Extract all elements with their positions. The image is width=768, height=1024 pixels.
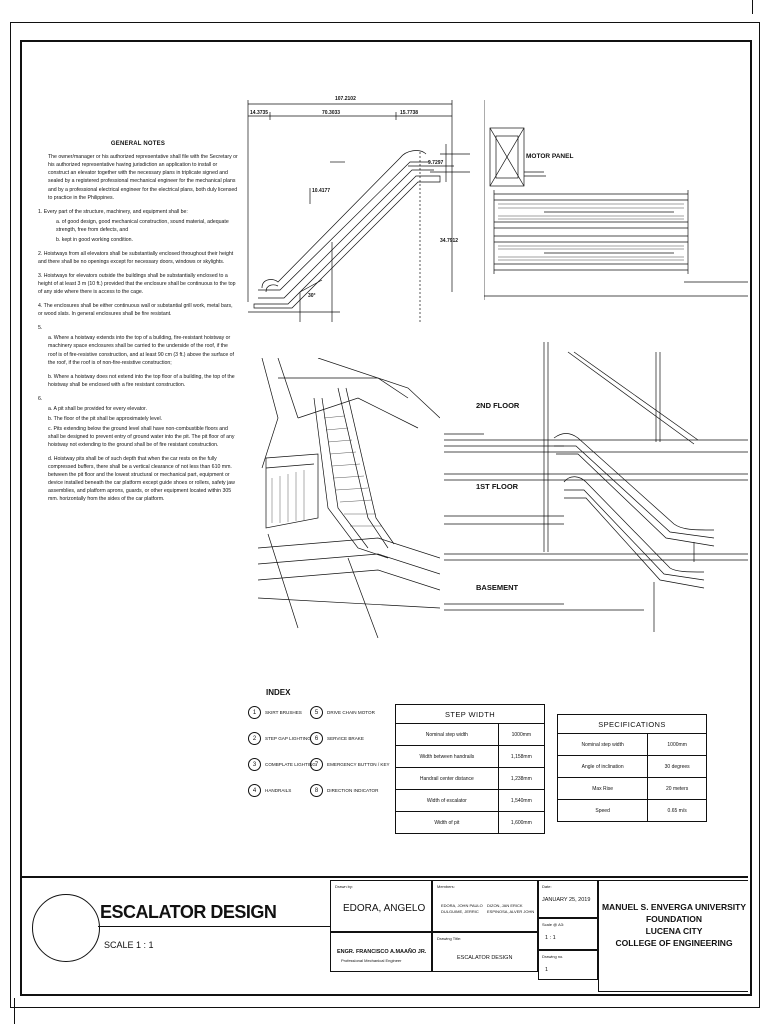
drawing-title-cell <box>432 932 538 972</box>
row-label: Speed <box>558 800 648 822</box>
drawing-title-label: Drawing Title: <box>437 936 462 941</box>
floor-1-label: 1ST FLOOR <box>476 482 519 491</box>
index-number: 7 <box>310 758 323 771</box>
row-label: Nominal step width <box>558 734 648 756</box>
table-row <box>396 768 545 790</box>
row-label: Nominal step width <box>396 724 499 746</box>
dim-h1: 10.4177 <box>312 188 331 194</box>
row-label: Width between handrails <box>396 746 499 768</box>
row-value: 1,540mm <box>498 790 544 812</box>
row-value: 0.65 m/s <box>648 800 707 822</box>
row-value: 20 meters <box>648 778 707 800</box>
table-row <box>558 800 707 822</box>
basement-label: BASEMENT <box>476 583 519 592</box>
index-number: 6 <box>310 732 323 745</box>
note-4: 4. The enclosures shall be either continuous wall or substantial grill work, metal bars, or wood slats. In general enclosures shall be fire resistant. <box>38 303 233 318</box>
floor-2-label: 2ND FLOOR <box>476 401 520 410</box>
index-label: STEP GAP LIGHTING <box>265 736 311 741</box>
members-label: Members: <box>437 884 455 889</box>
angle-label: 30° <box>308 293 316 299</box>
drawing-no-label: Drawing no. <box>542 954 564 959</box>
row-value: 1000mm <box>648 734 707 756</box>
scale-text: SCALE 1 : 1 <box>104 940 154 950</box>
notes-title: GENERAL NOTES <box>110 141 166 147</box>
index-item <box>310 784 378 797</box>
scale-cell <box>538 918 598 950</box>
engineer-role: Professional Mechanical Engineer <box>341 958 402 963</box>
member-name: EDORA, JOHN PAULO <box>441 903 483 908</box>
table-row <box>558 778 707 800</box>
institution-block <box>599 901 749 949</box>
dim-total: 107.2102 <box>335 96 356 102</box>
escalator-isometric-drawing <box>258 358 440 638</box>
row-value: 30 degrees <box>648 756 707 778</box>
table-row <box>558 734 707 756</box>
dim-left: 14.3735 <box>250 110 269 116</box>
drawing-no-cell <box>538 950 598 980</box>
title-divider <box>98 926 330 927</box>
institution-line: LUCENA CITY <box>645 926 703 936</box>
note-6: 6. <box>38 395 43 402</box>
index-title: INDEX <box>266 688 291 697</box>
row-label: Width of pit <box>396 812 499 834</box>
dim-right: 15.7738 <box>400 110 419 116</box>
specifications-title: SPECIFICATIONS <box>558 715 707 734</box>
general-notes <box>38 140 238 510</box>
index-label: DRIVE CHAIN MOTOR <box>327 710 375 715</box>
note-1: 1. Every part of the structure, machinery, and equipment shall be: <box>38 208 188 215</box>
index-item <box>248 758 316 771</box>
index-label: SERVICE BRAKE <box>327 736 364 741</box>
index-item <box>310 706 375 719</box>
escalator-section-drawing <box>444 342 748 632</box>
row-value: 1,158mm <box>498 746 544 768</box>
motor-panel-label: MOTOR PANEL <box>526 153 574 160</box>
drawing-main-title: ESCALATOR DESIGN <box>100 902 277 922</box>
step-width-table <box>395 704 545 834</box>
table-row <box>558 756 707 778</box>
index-label: COMBPLATE LIGHTING <box>265 762 316 767</box>
member-name: ESPINOSA, ALVER JOHN <box>487 909 535 914</box>
note-5: 5. <box>38 325 43 332</box>
date-cell <box>538 880 598 918</box>
notes-intro: The owner/manager or his authorized representative shall file with the Secretary or his authorized representative having jurisdiction an application to install or construct an elevator together with the necessary plans in triplicate signed and sealed by a registered professional mechanical engineer for the mechanical plans and by a professional electrical engineer for the electrical plans, both duly licensed to practice in the Philippines. <box>48 154 238 201</box>
dim-h2: 9.7297 <box>428 160 444 166</box>
date-value: JANUARY 25, 2019 <box>542 897 591 903</box>
index-number: 4 <box>248 784 261 797</box>
index-item <box>248 732 311 745</box>
index-item <box>310 758 390 771</box>
index-item <box>310 732 364 745</box>
member-name: DULGUIME, JERRIC <box>441 909 479 914</box>
engineer-cell <box>330 932 432 972</box>
scale-value: 1 : 1 <box>545 935 556 941</box>
index-item <box>248 784 291 797</box>
dim-mid: 70.3033 <box>322 110 341 116</box>
scale-label: Scale @ A3: <box>542 922 565 927</box>
row-value: 1000mm <box>498 724 544 746</box>
row-label: Handrail center distance <box>396 768 499 790</box>
index-label: HANDRAILS <box>265 788 292 793</box>
table-row <box>396 790 545 812</box>
index-label: EMERGENCY BUTTON / KEY <box>327 762 390 767</box>
drawn-by-name: EDORA, ANGELO <box>343 903 426 914</box>
table-row <box>396 724 545 746</box>
row-label: Max Rise <box>558 778 648 800</box>
note-6b: b. The floor of the pit shall be approximately level. <box>48 415 163 422</box>
index-number: 1 <box>248 706 261 719</box>
row-label: Width of escalator <box>396 790 499 812</box>
escalator-elevation-drawing <box>240 92 470 322</box>
index-number: 2 <box>248 732 261 745</box>
drawn-by-cell <box>330 880 432 932</box>
note-5a: a. Where a hoistway extends into the top of a building, fire-resistant hoistway or machinery space enclosures shall be carried to the underside of the roof, if the roof is of fire-resistive construction, and at least 90 cm (3 ft.) above the surface of the roof, if the roof is of non-fire-resistive construction; <box>48 335 234 366</box>
drawing-no-value: 1 <box>545 967 549 973</box>
note-6d: d. Hoistway pits shall be of such depth that when the car rests on the fully compressed buffers, there shall be a vertical clearance of not less than 610 mm. between the pit floor and the lowest structural or mechanical part, equipment or device installed beneath the car platform except guide shoes or rollers, safety jaw assemblies, and platform aprons, guards, or other equipment located within 305 mm. horizontally from the sides of the car platform. <box>48 456 235 503</box>
members-cell <box>432 880 538 932</box>
note-5b: b. Where a hoistway does not extend into the top floor of a building, the top of the hoistway shall be enclosed with a fire resistant construction. <box>48 373 235 388</box>
index-label: SKIRT BRUSHES <box>265 710 302 715</box>
escalator-plan-drawing <box>484 100 748 300</box>
drawing-title-value: ESCALATOR DESIGN <box>457 955 513 961</box>
index-number: 3 <box>248 758 261 771</box>
engineer-name: ENGR. FRANCISCO A.MAAÑO JR. <box>337 949 427 955</box>
specifications-table <box>557 714 707 822</box>
index-number: 8 <box>310 784 323 797</box>
note-1a: a. of good design, good mechanical construction, sound material, adequate strength, free from defects, and <box>56 218 229 233</box>
table-row <box>396 812 545 834</box>
index-number: 5 <box>310 706 323 719</box>
institution-cell <box>598 880 748 992</box>
row-label: Angle of inclination <box>558 756 648 778</box>
row-value: 1,238mm <box>498 768 544 790</box>
row-value: 1,600mm <box>498 812 544 834</box>
trim-mark <box>752 0 753 14</box>
note-6a: a. A pit shall be provided for every elevator. <box>48 405 147 412</box>
institution-line: FOUNDATION <box>645 914 703 924</box>
note-3: 3. Hoistways for elevators outside the buildings shall be substantially enclosed to a height of at least 3 m (10 ft.) provided that the enclosure shall be continuous to the top of any side where there is access to the cage. <box>38 273 236 296</box>
dim-h3: 34.7912 <box>440 238 459 244</box>
date-label: Date: <box>542 884 552 889</box>
table-row <box>396 746 545 768</box>
note-1b: b. kept in good working condition. <box>56 236 133 243</box>
institution-line: MANUEL S. ENVERGA UNIVERSITY <box>601 902 747 912</box>
index-item <box>248 706 302 719</box>
note-6c: c. Pits extending below the ground level shall have non-combustible floors and shall be designed to prevent entry of ground water into the pit. The pit floor of any hoistway not extending to the ground shall be of fire resistant construction. <box>48 425 235 449</box>
seal-circle <box>32 894 100 962</box>
trim-mark <box>14 998 15 1024</box>
step-width-title: STEP WIDTH <box>396 705 545 724</box>
member-name: DIZON, JAN ERICK <box>487 903 523 908</box>
index-label: DIRECTION INDICATOR <box>327 788 379 793</box>
note-2: 2. Hoistways from all elevators shall be substantially enclosed throughout their height and there shall be no openings except for necessary doors, windows or skylights. <box>38 250 234 265</box>
drawn-by-label: Drawn by: <box>335 884 354 889</box>
institution-line: COLLEGE OF ENGINEERING <box>615 938 733 948</box>
